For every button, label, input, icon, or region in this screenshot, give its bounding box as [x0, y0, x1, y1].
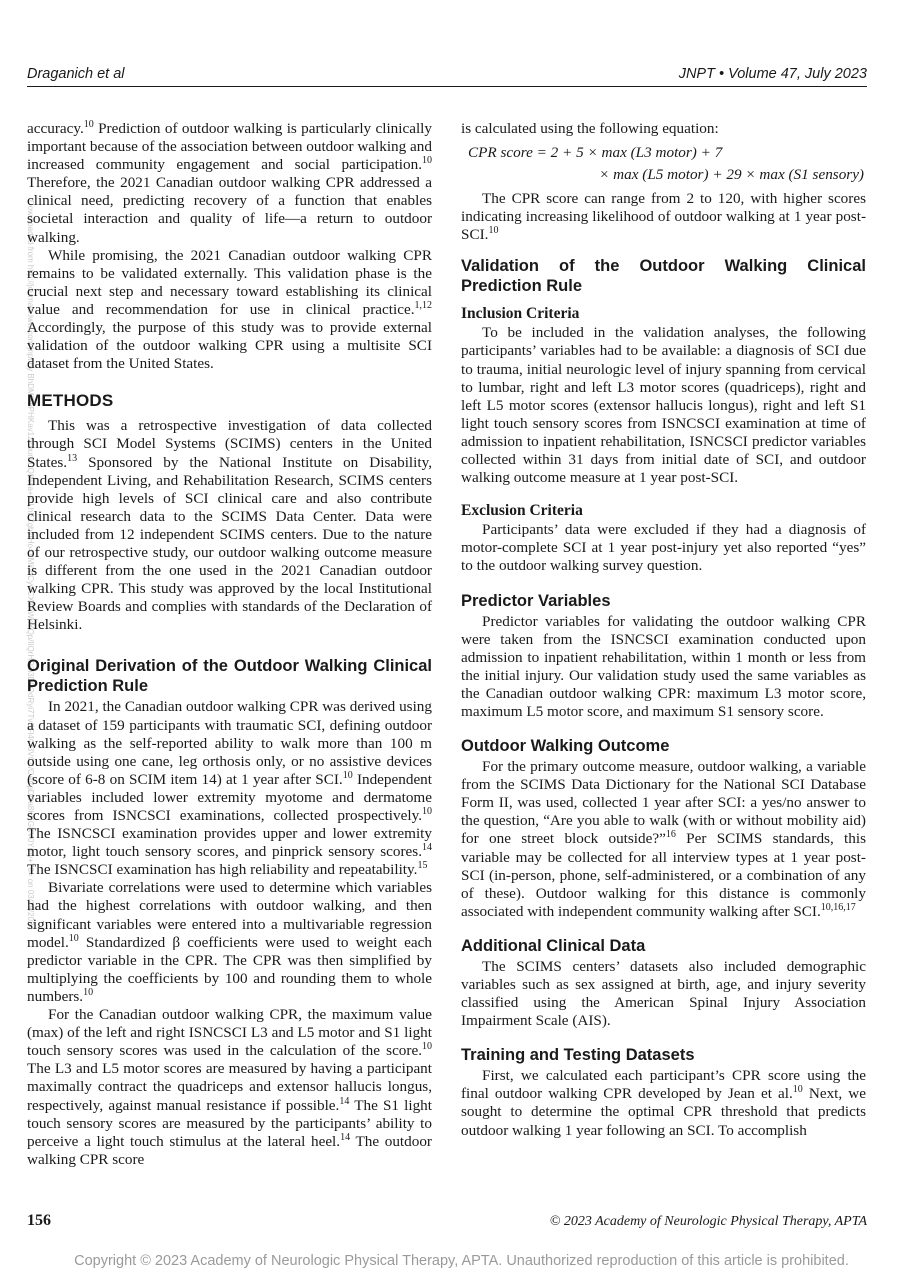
page-number: 156 — [27, 1212, 51, 1229]
equation-line: × max (L5 motor) + 29 × max (S1 sensory) — [599, 166, 864, 184]
watermark-text: Downloaded from http://journals.lww.com/jnpt by BhDMf5ePHKav1zEoum1tQfN4a+kJLhEZgbsIHo4XMi0hCywCX1AWnYQp/IlQrHD3i3D0OdRyi7TvSFl4Cf3VC4/OAVpDDa8KKGKV0Ymy+78= on 03/29/2024 — [26, 200, 35, 930]
paragraph: First, we calculated each participant’s CPR score using the final outdoor walking CPR developed by Jean et al.$^{10}$ Next, we sought to determine the optimal CPR threshold that predicts outdoor walking 1 year following an SCI. To accomplish — [461, 1067, 866, 1139]
paragraph: To be included in the validation analyses, the following participants’ variables had to be available: a diagnosis of SCI due to trauma, initial neurologic level of injury spanning from cervical to lumbar, right and left L3 motor scores (quadriceps), right and left L5 motor scores (extensor hallucis longus), right and left S1 light touch sensory scores from ISNCSCI examination at time of admission to inpatient rehabilitation, ISNCSCI predictor variables collected within 31 days from initial date of SCI, and outdoor walking outcome measure at 1 year post-SCI. — [461, 324, 866, 487]
citation-superscript: 1,12 — [414, 299, 432, 311]
paragraph: accuracy.$^{10}$ Prediction of outdoor walking is particularly clinically important because of the association between outdoor walking and increased community engagement and social participation.$^{10}$ Therefore, the 2021 Canadian outdoor walking CPR addressed a clinical need, predicting recovery of a function that enables societal interaction and quality of life—a return to outdoor walking. — [27, 118, 432, 246]
section-heading-methods: METHODS — [27, 391, 114, 411]
paragraph: The CPR score can range from 2 to 120, with higher scores indicating increasing likelihood of outdoor walking at 1 year post-SCI.$^{10}$ — [461, 190, 866, 244]
subsection-heading: Outdoor Walking Outcome — [461, 737, 670, 756]
header-journal: JNPT • Volume 47, July 2023 — [678, 66, 867, 82]
subsection-heading: Validation of the Outdoor Walking Clinical Prediction Rule — [461, 257, 866, 296]
citation-superscript: 13 — [67, 452, 78, 464]
citation-superscript: 10 — [422, 805, 432, 817]
subsection-heading: Additional Clinical Data — [461, 936, 646, 955]
citation-superscript: 10 — [342, 769, 353, 781]
paragraph: For the primary outcome measure, outdoor walking, a variable from the SCIMS Data Dictionary for the National SCI Database Form II, was used, collected 1 year after SCI: a yes/no answer to the question, “Are you able to walk (with or without mobility aid) for one street block outside?”$^{16}$ Per SCIMS standards, this variable may be collected for all interview types at 1 year post-SCI (in-person, phone, self-administered, or a combination of any of these). Outdoor walking for this distance is commonly associated with independent community walking after SCI.$^{10,16,17}$ — [461, 758, 866, 920]
paragraph: Predictor variables for validating the outdoor walking CPR were taken from the ISNCSCI examination conducted upon admission to inpatient rehabilitation, within 1 month or less from the initial injury. Our validation study used the same variables as the Canadian outdoor walking CPR: maximum L3 motor score, maximum L5 motor score, and maximum S1 sensory score. — [461, 612, 866, 720]
copyright-notice: Copyright © 2023 Academy of Neurologic Physical Therapy, APTA. Unauthorized reproduction of this article is prohibited. — [74, 1253, 849, 1269]
running-header — [27, 62, 867, 87]
citation-superscript: 10 — [422, 1041, 432, 1053]
citation-superscript: 10 — [83, 118, 94, 130]
paragraph: Bivariate correlations were used to determine which variables had the highest correlations with outdoor walking, and then significant variables were entered into a multivariable regression model.$^{10}$ Standardized β coefficients were used to weight each predictor variable in the CPR. The CPR was then simplified by multiplying the coefficients by 100 and rounding them to whole numbers.$^{10}$ — [27, 879, 432, 1005]
right-column — [461, 120, 866, 1140]
paragraph: The SCIMS centers’ datasets also included demographic variables such as sex assigned at birth, age, and injury severity classified using the American Spinal Injury Association Impairment Scale (AIS). — [461, 957, 866, 1030]
left-column — [27, 120, 432, 1169]
paragraph: For the Canadian outdoor walking CPR, the maximum value (max) of the left and right ISNCSCI L3 and L5 motor and S1 light touch sensory scores was used in the calculation of the score.$^{10}$ The L3 and L5 motor scores are measured by having a participant maximally contract the quadriceps and extensor hallucis longus, respectively, against manual resistance if possible.$^{14}$ The S1 light touch sensory scores are measured by the participants’ ability to perceive a light touch stimulus at the lateral heel.$^{14}$ The outdoor walking CPR score — [27, 1006, 432, 1168]
citation-superscript: 10 — [422, 155, 432, 167]
header-authors: Draganich et al — [27, 66, 125, 82]
subsection-heading: Predictor Variables — [461, 591, 611, 610]
subsection-heading: Training and Testing Datasets — [461, 1046, 695, 1065]
subsubsection-heading: Exclusion Criteria — [461, 502, 583, 520]
equation-line: CPR score = 2 + 5 × max (L3 motor) + 7 — [468, 144, 723, 162]
citation-superscript: 10 — [68, 932, 79, 944]
citation-superscript: 14 — [340, 1131, 351, 1143]
subsubsection-heading: Inclusion Criteria — [461, 305, 580, 323]
citation-superscript: 10 — [792, 1084, 803, 1096]
citation-superscript: 10,16,17 — [820, 901, 856, 913]
citation-superscript: 16 — [665, 829, 676, 841]
citation-superscript: 10 — [488, 225, 499, 237]
footer-copyright: © 2023 Academy of Neurologic Physical Therapy, APTA — [549, 1214, 867, 1229]
cpr-equation — [461, 142, 866, 186]
citation-superscript: 10 — [83, 986, 94, 998]
paragraph: While promising, the 2021 Canadian outdoor walking CPR remains to be validated externally. This validation phase is the crucial next step and necessary toward establishing its clinical value and recommendation for use in clinical practice.$^{1,12}$ Accordingly, the purpose of this study was to provide external validation of the outdoor walking CPR using a multisite SCI dataset from the United States. — [27, 246, 432, 373]
subsection-heading: Original Derivation of the Outdoor Walking Clinical Prediction Rule — [27, 657, 432, 696]
citation-superscript: 15 — [417, 860, 428, 872]
citation-superscript: 14 — [422, 842, 432, 854]
paragraph: In 2021, the Canadian outdoor walking CPR was derived using a dataset of 159 participants with traumatic SCI, defining outdoor walking as the self-reported ability to walk more than 100 m outside using one cane, leg orthosis only, or no assistive devices (score of 6-8 on SCIM item 14) at 1 year after SCI.$^{10}$ Independent variables included lower extremity myotome and dermatome scores from ISNCSCI examinations, collected prospectively.$^{10}$ The ISNCSCI examination provides upper and lower extremity motor, light touch sensory scores, and pinprick sensory scores.$^{14}$ The ISNCSCI examination has high reliability and repeatability.$^{15}$ — [27, 698, 432, 879]
citation-superscript: 14 — [339, 1095, 350, 1107]
paragraph: This was a retrospective investigation of data collected through SCI Model Systems (SCIMS) centers in the United States.$^{13}$ Sponsored by the National Institute on Disability, Independent Living, and Rehabilitation Research, SCIMS centers provide high levels of SCI clinical care and also contribute clinical research data to the SCIMS Data Center. Data were included from 12 independent SCIMS centers. Due to the nature of our retrospective study, our outdoor walking outcome measure is different from the one used in the 2021 Canadian outdoor walking CPR. This study was approved by the local Institutional Review Boards and complies with standards of the Declaration of Helsinki. — [27, 417, 432, 634]
paragraph: is calculated using the following equation: — [461, 120, 719, 137]
paragraph: Participants’ data were excluded if they had a diagnosis of motor-complete SCI at 1 year post-injury yet also reported “yes” to the outdoor walking survey question. — [461, 521, 866, 575]
